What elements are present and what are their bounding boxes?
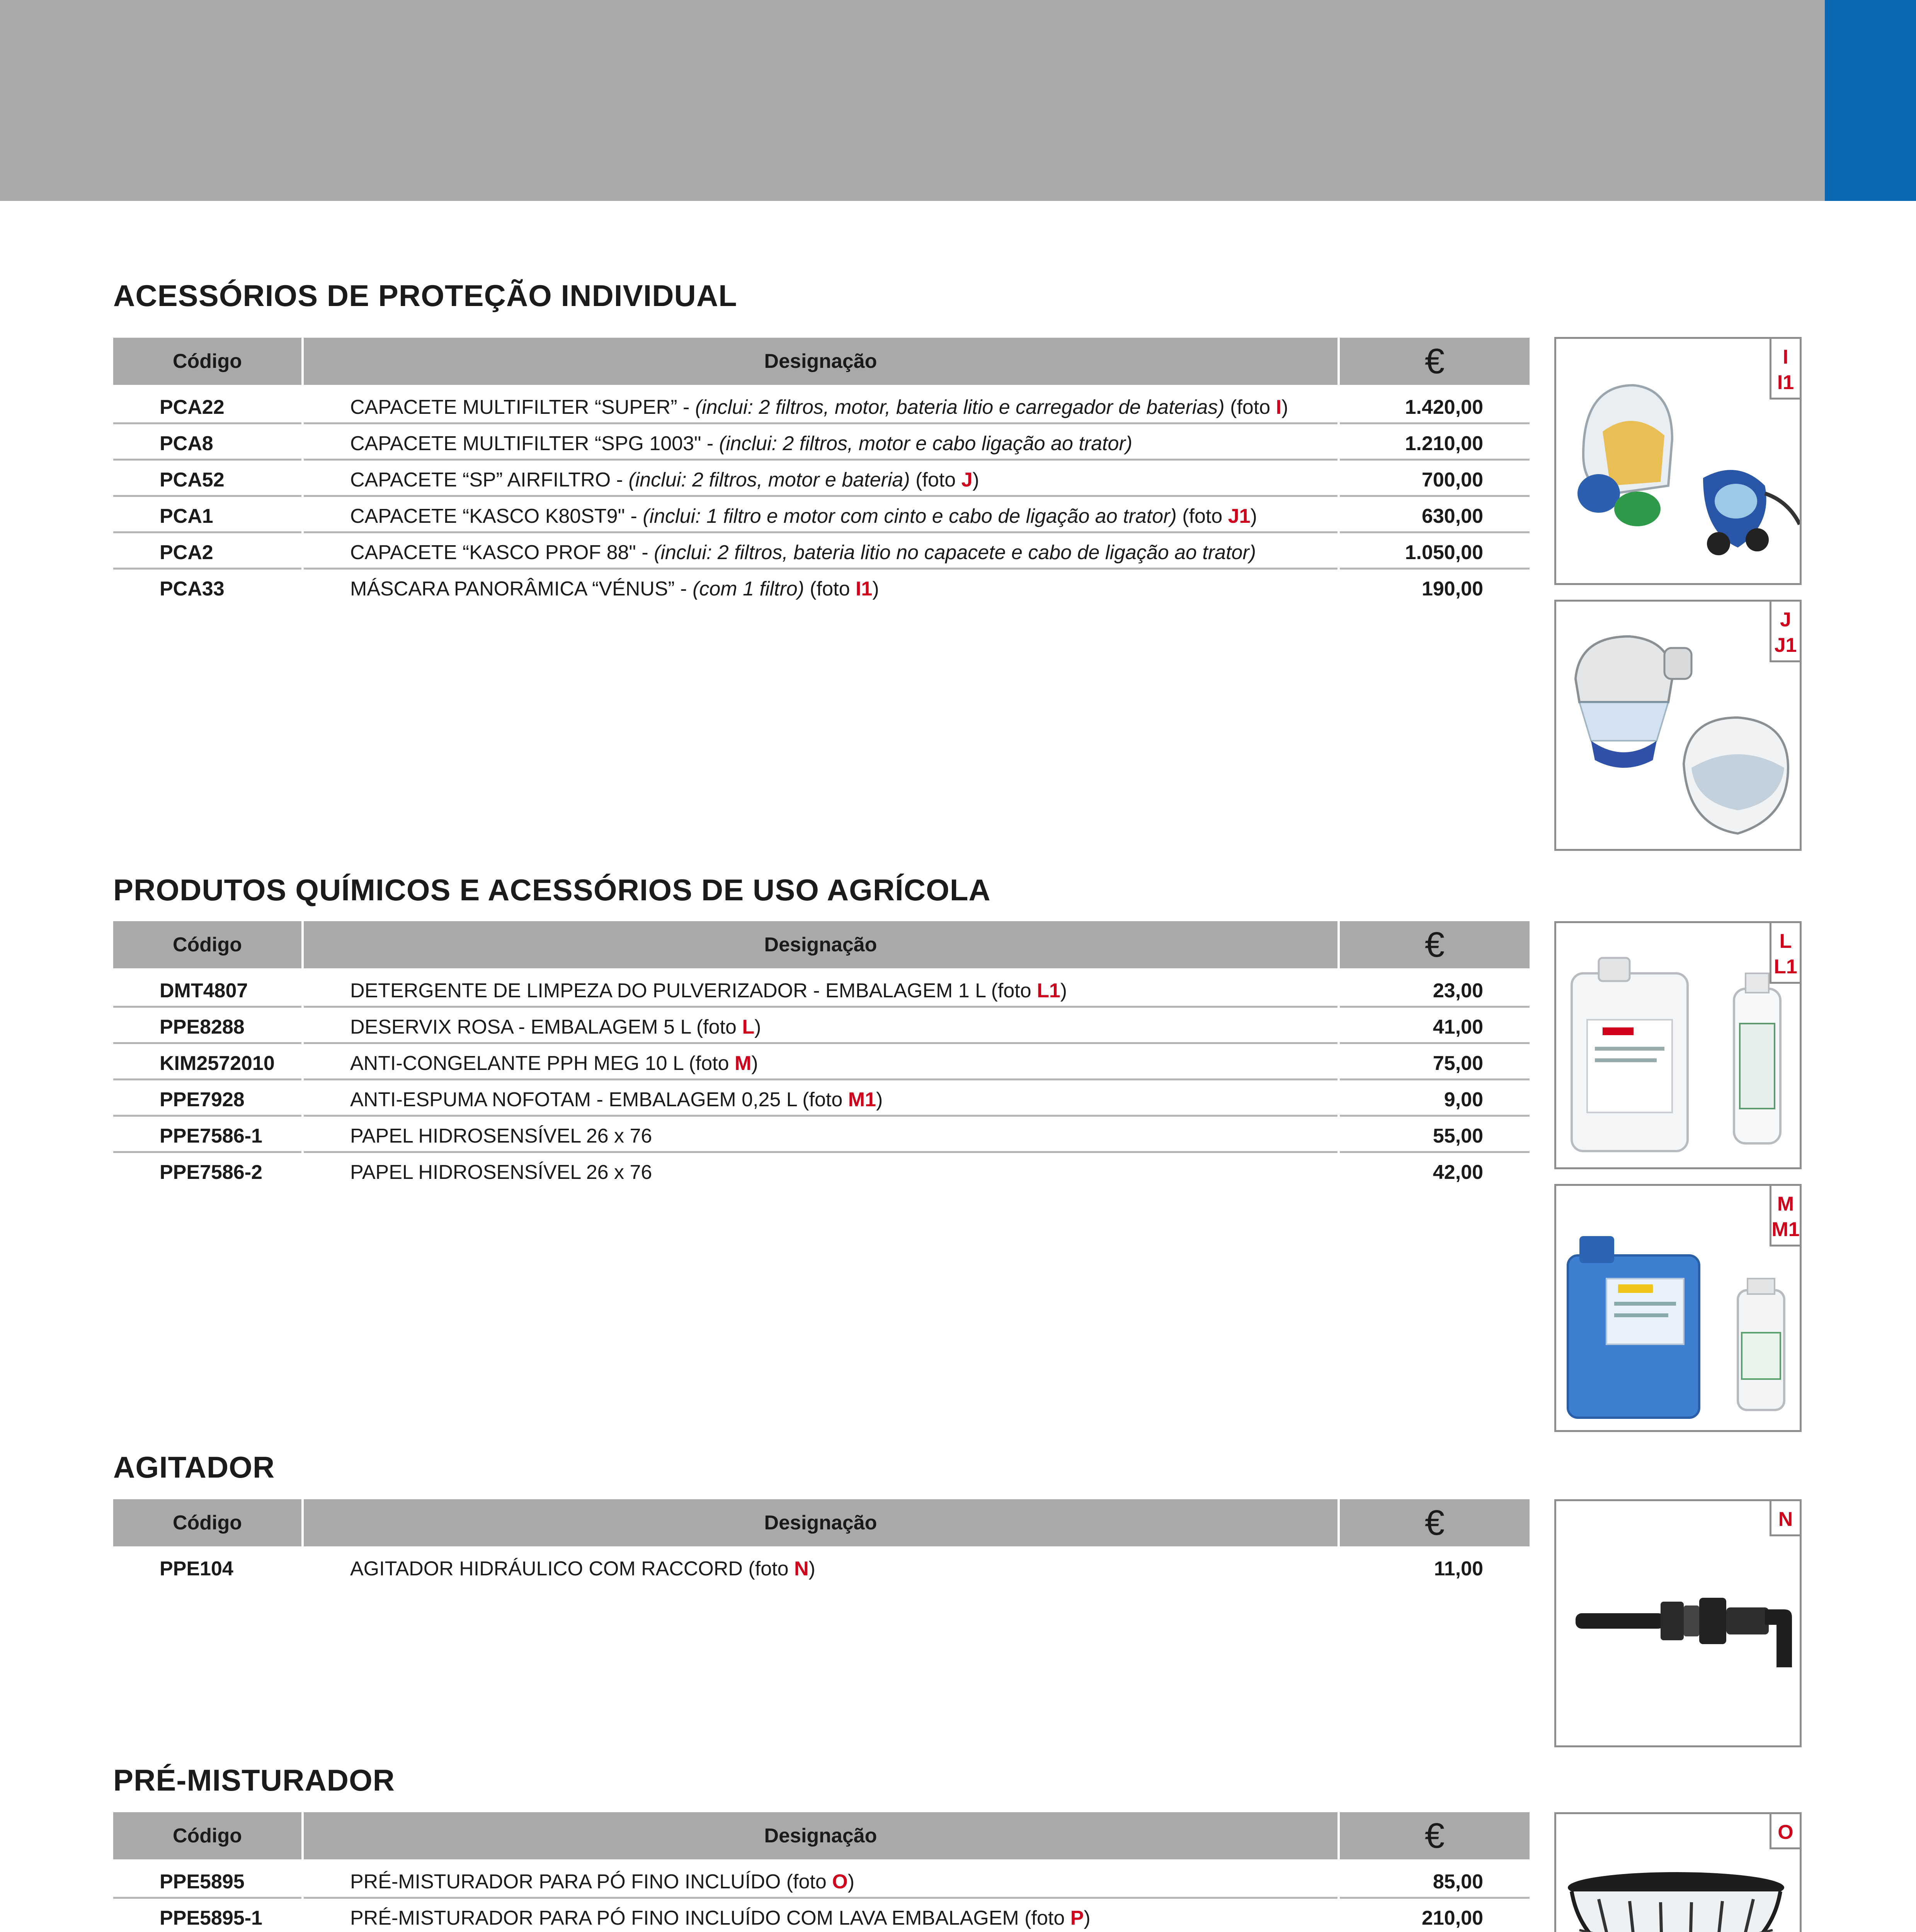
product-price: 9,00 [1340,1083,1530,1117]
table-row [113,1901,1530,1932]
product-code: PPE7586-2 [160,1161,262,1184]
helmets-photo [1556,602,1802,851]
designation-text: PAPEL HIDROSENSÍVEL 26 x 76 [350,1125,652,1147]
photo-ref-prefix: (foto [985,980,1037,1002]
table-row [113,572,1530,608]
designation-text: PRÉ-MISTURADOR PARA PÓ FINO INCLUÍDO COM LAVA EMBALAGEM [350,1907,1019,1929]
photo-ref-suffix: ) [754,1016,761,1038]
product-price: 23,00 [1340,974,1530,1008]
photo-ref-suffix: ) [1250,505,1257,527]
table-body [113,974,1530,1192]
table-chemicals [113,921,1530,1192]
photo-ref: O [832,1871,848,1893]
photo-label-1: N [1778,1508,1793,1531]
product-price: 41,00 [1340,1010,1530,1044]
photo-label [1770,602,1800,662]
photo-ref-prefix: (foto [1176,505,1228,527]
product-designation [304,1083,1337,1117]
table-header [113,1499,1530,1546]
table-header [113,921,1530,968]
photo-ref-prefix: (foto [1019,1907,1070,1929]
product-code: PPE104 [160,1558,233,1580]
table-row [113,1155,1530,1192]
table-row [113,1046,1530,1083]
product-designation [304,1155,1337,1189]
product-designation [304,572,1337,606]
product-price: 700,00 [1340,463,1530,497]
product-designation [304,1046,1337,1080]
canister-and-bottle-photo [1556,923,1802,1169]
designation-text: CAPACETE “SP” AIRFILTRO - [350,469,629,491]
photo-ref-suffix: ) [1060,980,1067,1002]
photo-label-2: I1 [1777,371,1794,394]
photo-ref-suffix: ) [847,1871,855,1893]
photo-ref: L1 [1037,980,1060,1002]
product-price: 11,00 [1434,1558,1483,1580]
designation-text: ANTI-ESPUMA NOFOTAM - EMBALAGEM 0,25 L [350,1088,797,1111]
designation-text: DESERVIX ROSA - EMBALAGEM 5 L [350,1016,691,1038]
header-designation: Designação [304,1812,1337,1859]
product-code: PPE5895-1 [113,1901,301,1932]
photo-label-1: L [1779,930,1792,952]
photo-ref-prefix: (foto [691,1016,742,1038]
product-designation [304,1901,1337,1932]
table-row [113,1010,1530,1046]
photo-ref-suffix: ) [876,1088,883,1111]
product-code: PCA22 [113,390,301,424]
header-price-euro-icon: € [1340,921,1530,968]
photo-label [1770,1814,1800,1849]
designation-text: CAPACETE “KASCO PROF 88" - [350,541,654,564]
designation-text: CAPACETE “KASCO K80ST9" - [350,505,643,527]
designation-text: DETERGENTE DE LIMPEZA DO PULVERIZADOR - EMBALAGEM 1 L [350,980,986,1002]
header-code: Código [113,921,301,968]
designation-note: (com 1 filtro) [693,578,804,600]
product-price: 1.420,00 [1340,390,1530,424]
designation-note: (inclui: 1 filtro e motor com cinto e cabo de ligação ao trator) [643,505,1177,527]
product-designation [304,499,1337,533]
photo-o [1554,1812,1802,1932]
section-title-agitator: AGITADOR [113,1450,275,1484]
product-price: 210,00 [1340,1901,1530,1932]
photo-ref: M [735,1052,752,1075]
helmet-and-mask-photo [1556,339,1802,585]
table-premixer [113,1812,1530,1932]
product-code: PCA33 [160,578,225,600]
designation-text: AGITADOR HIDRÁULICO COM RACCORD [350,1558,743,1580]
photo-label-1: I [1783,346,1788,368]
product-designation [304,1552,1337,1586]
table-row [113,1083,1530,1119]
photo-label-2: M1 [1771,1218,1800,1241]
photo-j-j1 [1554,600,1802,851]
photo-label-2: J1 [1774,634,1797,656]
photo-ref: I [1276,396,1282,418]
photo-ref-suffix: ) [1281,396,1288,418]
designation-note: (inclui: 2 filtros, motor e cabo ligação ao trator) [719,432,1133,455]
photo-label-1: O [1778,1821,1793,1844]
table-row [113,390,1530,427]
header-code: Código [113,338,301,385]
photo-m-m1 [1554,1184,1802,1432]
section-title-protection: ACESSÓRIOS DE PROTEÇÃO INDIVIDUAL [113,279,737,313]
product-code: PPE8288 [113,1010,301,1044]
table-row [113,974,1530,1010]
product-price: 55,00 [1340,1119,1530,1153]
header-designation: Designação [304,921,1337,968]
product-designation [304,1119,1337,1153]
header-price-euro-icon: € [1340,1499,1530,1546]
product-designation [304,427,1337,461]
product-price: 630,00 [1340,499,1530,533]
table-body [113,1865,1530,1932]
header-designation: Designação [304,1499,1337,1546]
table-header [113,338,1530,385]
product-code: PPE7928 [113,1083,301,1117]
photo-ref-prefix: (foto [910,469,961,491]
photo-ref-prefix: (foto [804,578,856,600]
photo-ref: J [961,469,973,491]
product-code: PPE7586-1 [113,1119,301,1153]
table-protection [113,338,1530,608]
photo-ref-prefix: (foto [683,1052,735,1075]
photo-ref-suffix: ) [751,1052,758,1075]
designation-text: PAPEL HIDROSENSÍVEL 26 x 76 [350,1161,652,1184]
product-price: 1.050,00 [1340,536,1530,570]
photo-i-i1 [1554,337,1802,585]
table-row [113,463,1530,499]
designation-text: CAPACETE MULTIFILTER “SPG 1003" - [350,432,719,455]
header-price-euro-icon: € [1340,1812,1530,1859]
table-body [113,1552,1530,1588]
photo-n [1554,1499,1802,1747]
product-designation [304,974,1337,1008]
product-code: PPE5895 [113,1865,301,1899]
table-row [113,536,1530,572]
photo-ref-suffix: ) [808,1558,815,1580]
photo-ref-prefix: (foto [796,1088,848,1111]
photo-ref-prefix: (foto [781,1871,832,1893]
chapter-tab [1825,0,1916,201]
photo-ref: L [742,1016,755,1038]
product-designation [304,1010,1337,1044]
photo-label-2: L1 [1774,956,1797,978]
table-body [113,390,1530,608]
table-agitator [113,1499,1530,1588]
product-price: 190,00 [1421,578,1483,600]
photo-ref-prefix: (foto [742,1558,794,1580]
photo-ref: J1 [1228,505,1251,527]
product-designation [304,536,1337,570]
designation-note: (inclui: 2 filtros, motor, bateria litio e carregador de baterias) [695,396,1225,418]
header-code: Código [113,1812,301,1859]
photo-ref-prefix: (foto [1224,396,1276,418]
product-code: PCA1 [113,499,301,533]
designation-note: (inclui: 2 filtros, motor e bateria) [628,469,910,491]
header-code: Código [113,1499,301,1546]
header-designation: Designação [304,338,1337,385]
designation-text: PRÉ-MISTURADOR PARA PÓ FINO INCLUÍDO [350,1871,781,1893]
product-price: 75,00 [1340,1046,1530,1080]
product-designation [304,390,1337,424]
photo-ref-suffix: ) [872,578,879,600]
designation-note: (inclui: 2 filtros, bateria litio no capacete e cabo de ligação ao trator) [654,541,1256,564]
photo-ref: M1 [848,1088,876,1111]
designation-text: MÁSCARA PANORÂMICA “VÉNUS” - [350,578,693,600]
section-title-chemicals: PRODUTOS QUÍMICOS E ACESSÓRIOS DE USO AGRÍCOLA [113,873,991,907]
photo-label [1770,1501,1800,1536]
product-designation [304,463,1337,497]
header-band [0,0,1825,201]
photo-ref: P [1070,1907,1084,1929]
table-row [113,1865,1530,1901]
photo-l-l1 [1554,921,1802,1169]
table-row [113,499,1530,536]
photo-ref: N [794,1558,809,1580]
product-price: 1.210,00 [1340,427,1530,461]
product-code: PCA8 [113,427,301,461]
product-designation [304,1865,1337,1899]
premixer-photo [1556,1814,1802,1932]
photo-label [1770,1186,1800,1247]
blue-canister-and-bottle-photo [1556,1186,1802,1432]
designation-text: ANTI-CONGELANTE PPH MEG 10 L [350,1052,684,1075]
table-row [113,1119,1530,1155]
photo-ref-suffix: ) [1084,1907,1091,1929]
section-title-premixer: PRÉ-MISTURADOR [113,1763,395,1797]
photo-label-1: M [1777,1193,1794,1215]
table-row [113,427,1530,463]
table-header [113,1812,1530,1859]
product-code: PCA2 [113,536,301,570]
product-price: 85,00 [1340,1865,1530,1899]
photo-ref: I1 [855,578,873,600]
product-code: PCA52 [113,463,301,497]
product-code: KIM2572010 [113,1046,301,1080]
photo-label [1770,339,1800,400]
product-code: DMT4807 [113,974,301,1008]
designation-text: CAPACETE MULTIFILTER “SUPER” - [350,396,695,418]
photo-ref-suffix: ) [972,469,979,491]
table-row [113,1552,1530,1588]
agitator-photo [1556,1501,1802,1747]
product-price: 42,00 [1433,1161,1483,1184]
photo-label-1: J [1780,609,1791,631]
photo-label [1770,923,1800,984]
header-price-euro-icon: € [1340,338,1530,385]
